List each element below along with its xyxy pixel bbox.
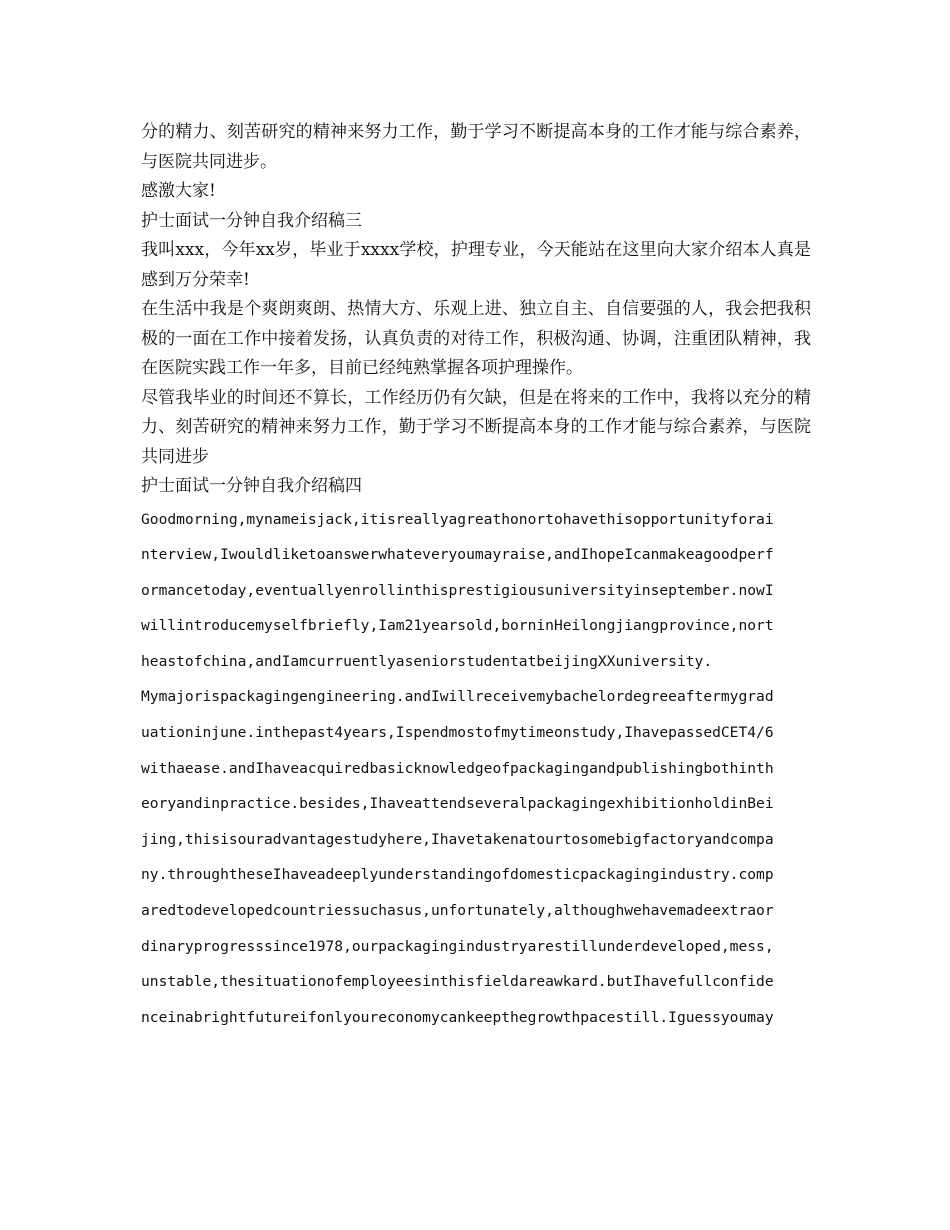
english-line: withaease.andIhaveacquiredbasicknowledgeofpackagingandpublishingbothinth: [141, 759, 774, 777]
english-line: aredtodevelopedcountriessuchasus,unfortunately,althoughwehavemadeextraor: [141, 902, 774, 920]
english-line: Mymajorispackagingengineering.andIwillreceivemybachelordegreeaftermygrad: [141, 688, 774, 706]
english-line: jing,thisisouradvantagestudyhere,Ihavetakenatourtosomebigfactoryandcompa: [141, 830, 774, 848]
english-line: nceinabrightfutureifonlyoureconomycankeepthegrowthpacestill.Iguessyoumay: [141, 1008, 774, 1026]
english-line: Goodmorning,mynameisjack,itisreallyagreathonortohavethisopportunityforai: [141, 510, 774, 528]
english-line: dinaryprogresssince1978,ourpackagingindustryarestillunderdeveloped,mess,: [141, 937, 774, 955]
english-line: eoryandinpractice.besides,IhaveattendseveralpackagingexhibitionholdinBei: [141, 795, 774, 813]
paragraph-future: 尽管我毕业的时间还不算长，工作经历仍有欠缺，但是在将来的工作中，我将以充分的精力、刻苦研究的精神来努力工作，勤于学习不断提高本身的工作才能与综合素养，与医院共同进步: [141, 387, 811, 467]
paragraph-personality: 在生活中我是个爽朗爽朗、热情大方、乐观上进、独立自主、自信要强的人，我会把我积极的一面在工作中接着发扬，认真负责的对待工作，积极沟通、协调，注重团队精神，我在医院实践工作一年多，目前已经纯熟掌握各项护理操作。: [141, 299, 811, 378]
english-line: heastofchina,andIamcurruentlyaseniorstudentatbeijingXXuniversity.: [141, 652, 713, 670]
english-line: willintroducemyselfbriefly,Iam21yearsold,borninHeilongjiangprovince,nort: [141, 617, 774, 635]
english-line: uationinjune.inthepast4years,Ispendmostofmytimeonstudy,IhavepassedCET4/6: [141, 724, 774, 742]
document-body: [141, 118, 811, 1035]
english-line: unstable,thesituationofemployeesinthisfieldareawkard.butIhavefullconfide: [141, 973, 774, 991]
english-line: ormancetoday,eventuallyenrollinthisprestigiousuniversityinseptember.nowI: [141, 581, 774, 599]
paragraph-intro: 我叫xxx，今年xx岁，毕业于xxxx学校，护理专业，今天能站在这里向大家介绍本人真是感到万分荣幸!: [141, 240, 811, 290]
section-heading-three: 护士面试一分钟自我介绍稿三: [141, 210, 362, 231]
english-text-block: [141, 502, 811, 1036]
section-heading-four: 护士面试一分钟自我介绍稿四: [141, 476, 362, 496]
paragraph-thanks: 感激大家!: [141, 181, 216, 201]
paragraph-continuation: 分的精力、刻苦研究的精神来努力工作，勤于学习不断提高本身的工作才能与综合素养，与医院共同进步。: [141, 122, 811, 172]
english-line: ny.throughtheseIhaveadeeplyunderstandingofdomesticpackagingindustry.comp: [141, 866, 774, 884]
english-line: nterview,Iwouldliketoanswerwhateveryoumayraise,andIhopeIcanmakeagoodperf: [141, 546, 774, 564]
